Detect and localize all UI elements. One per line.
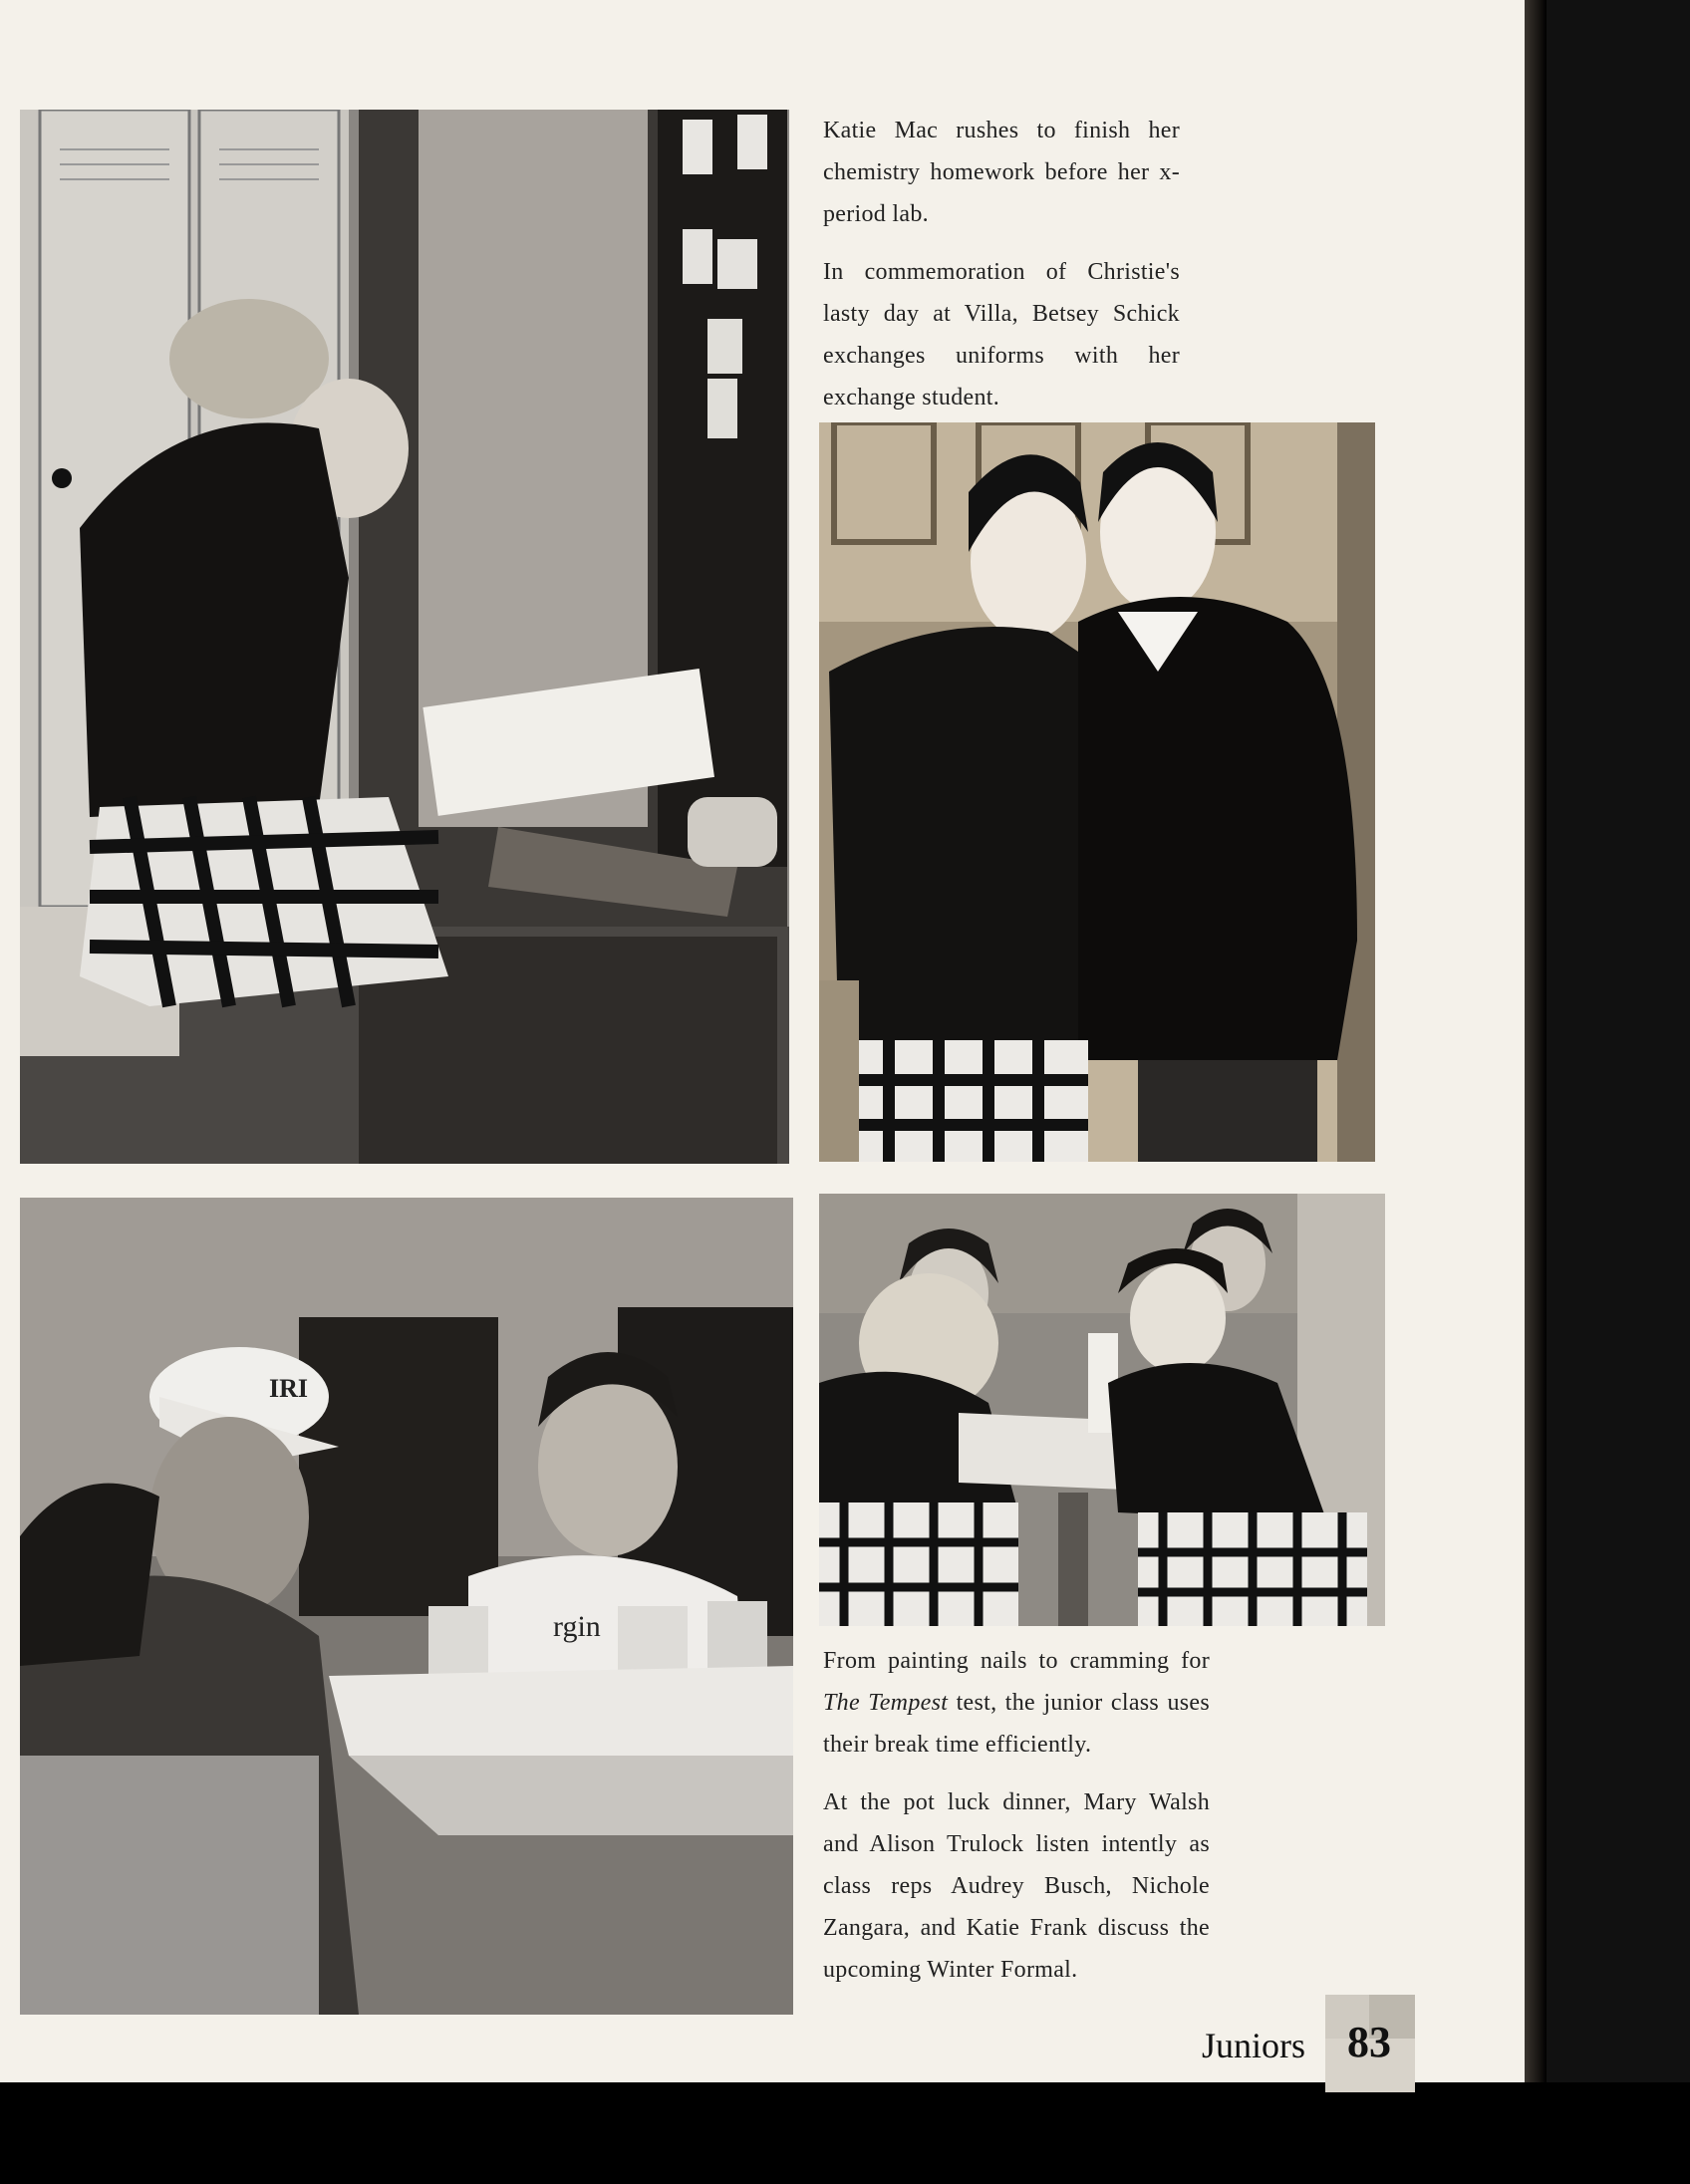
- photo-pot-luck-dinner: [20, 1198, 793, 2015]
- caption-top: [823, 110, 1180, 434]
- section-name: Juniors: [1202, 2026, 1306, 2065]
- caption-tempest-title: The Tempest: [823, 1690, 949, 1716]
- page-folio: [1202, 1995, 1411, 2066]
- caption-break-time-part1: From painting nails to cramming for: [823, 1648, 1210, 1674]
- page-number: 83: [1347, 2018, 1391, 2066]
- shirt-text: rgin: [553, 1610, 601, 1643]
- photo-uniform-exchange: [819, 422, 1375, 1162]
- caption-homework: Katie Mac rushes to finish her chemistry homework before her x-period lab.: [823, 118, 1180, 227]
- caption-pot-luck: At the pot luck dinner, Mary Walsh and Alison Trulock listen intently as class reps Audrey Busch, Nichole Zangara, and Katie Frank discuss the upcoming Winter Formal.: [823, 1789, 1210, 1983]
- background-edge: [1547, 0, 1690, 2082]
- caption-bottom: [823, 1640, 1210, 2007]
- photo-break-time: [819, 1194, 1385, 1626]
- book-spine: [1525, 0, 1547, 2082]
- caption-break-time-part2: test, the junior class uses their break time efficiently.: [823, 1690, 1210, 1758]
- cap-logo-text: IRI: [269, 1374, 309, 1403]
- caption-break-time: [823, 1640, 1210, 1766]
- caption-uniform-exchange: In commemoration of Christie's lasty day at Villa, Betsey Schick exchanges uniforms with her exchange student.: [823, 259, 1180, 410]
- photo-homework-at-lockers: [20, 110, 789, 1164]
